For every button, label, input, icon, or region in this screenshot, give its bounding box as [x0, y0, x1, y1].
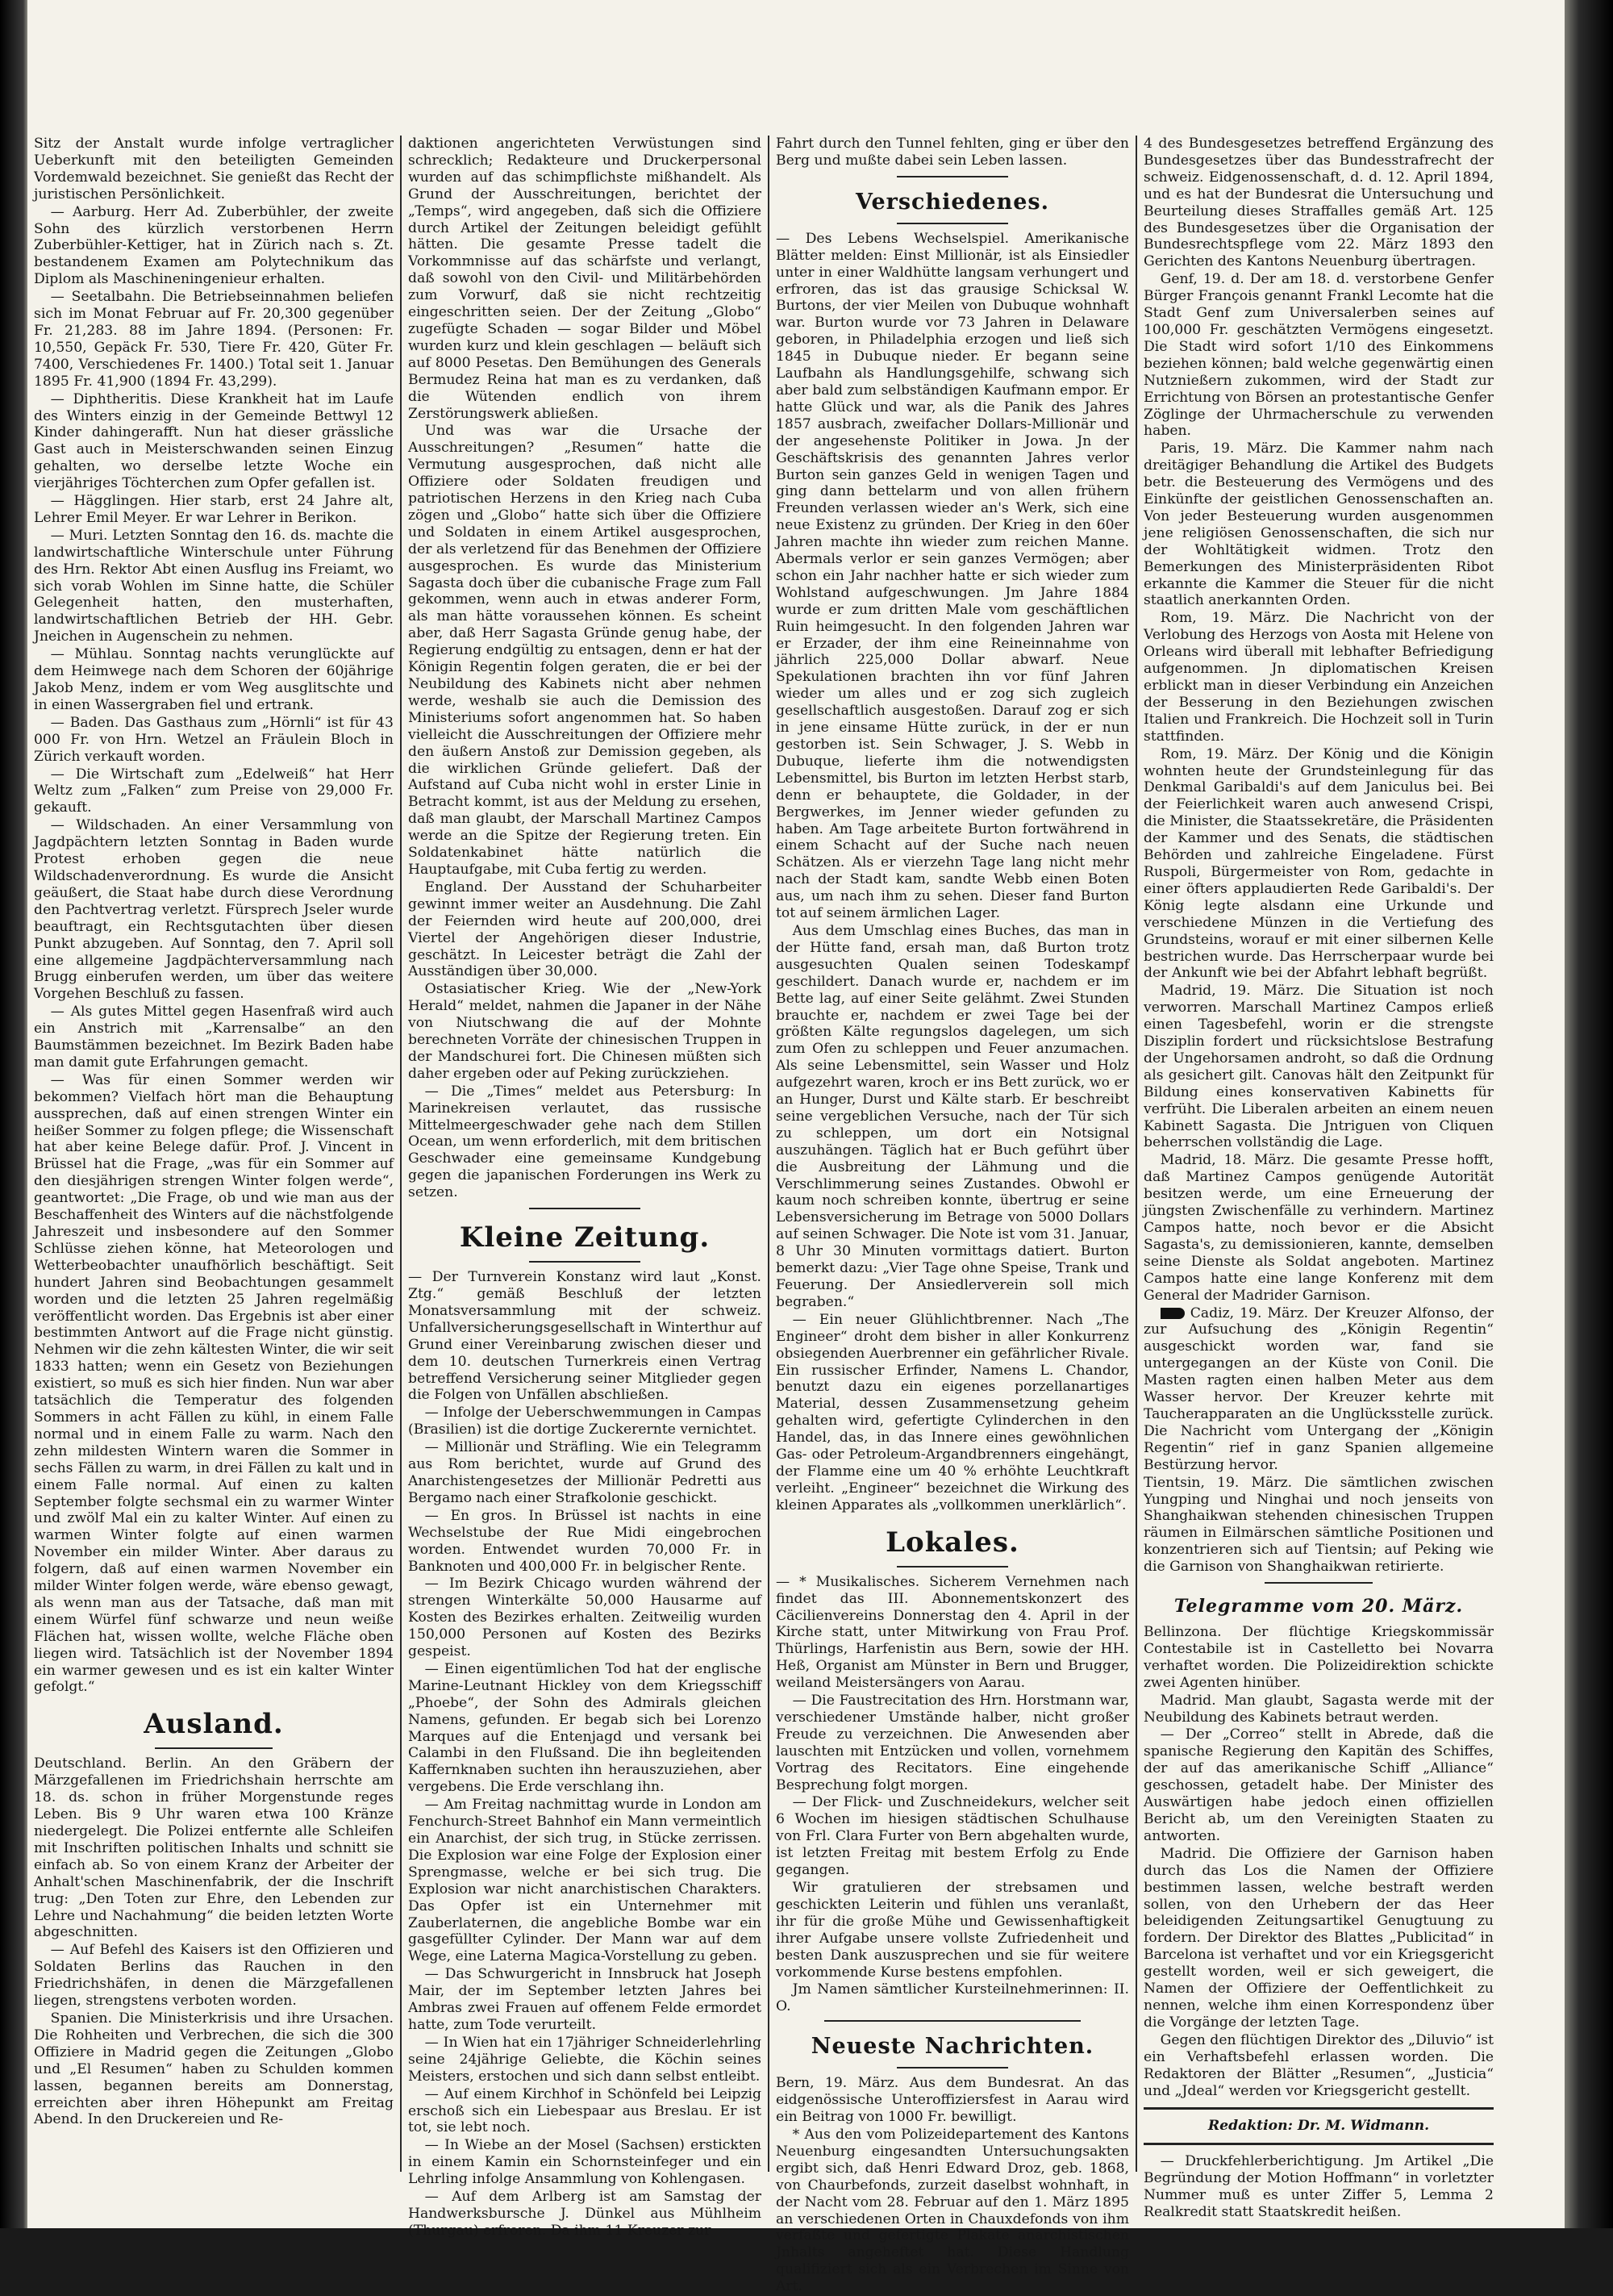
druckfehler-note: — Druckfehlerberichtigung. Jm Artikel „Die Begründung der Motion Hoffmann“ in vorletzter Nummer muß es unter Ziffer 5, Lemma 2 Realkredit statt Staatskredit heißen.: [1144, 2153, 1494, 2221]
section-heading-lokales: Lokales.: [886, 1526, 1019, 1559]
section-rule: [155, 1747, 273, 1749]
article-paragraph: Madrid, 18. März. Die gesamte Presse hofft, daß Martinez Campos genügende Autorität besitzen werde, um eine Erneuerung der jüngsten Zwischenfälle zu verhindern. Martinez Campos hatte, noch bevor er die Absicht Sagasta's, zu demissionieren, kannte, demselben seine Dienste als Soldat angeboten. Martinez Campos hatte eine lange Konferenz mit dem General der Madrider Garnison.: [1144, 1152, 1494, 1304]
article-paragraph: Deutschland. Berlin. An den Gräbern der Märzgefallenen im Friedrichshain herrschte am 18. ds. schon in früher Morgenstunde reges Leben. Bis 9 Uhr waren etwa 100 Kränze niedergelegt. Die Polizei entfernte alle Schleifen mit Inschriften politischen Inhalts und schnitt sie einfach ab. So von einem Kranz der Arbeiter der Anhalt'schen Maschinenfabrik, der die Inschrift trug: „Den Toten zur Ehre, den Lebenden zur Lehre und Nachahmung“ die beiden letzten Worte abgeschnitten.: [34, 1755, 394, 1941]
telegramme-articles: [1144, 1624, 1494, 2099]
article-paragraph: Rom, 19. März. Die Nachricht von der Verlobung des Herzogs von Aosta mit Helene von Orleans wird überall mit lebhafter Befriedigung aufgenommen. Jn diplomatischen Kreisen erblickt man in dieser Verbindung ein Anzeichen der Besserung in den Beziehungen zwischen Italien und Frankreich. Die Hochzeit soll in Turin stattfinden.: [1144, 610, 1494, 745]
article-paragraph: * Aus den vom Polizeidepartement des Kantons Neuenburg eingesandten Untersuchungsakten ergibt sich, daß Henri Edward Droz, geb. 1868, von Chaurbefonds, zurzeit daselbst wohnhaft, in der Nacht vom 28. Februar auf den 1. März 1895 an verschiedenen Orten in Chauxdefonds von ihm verfaßte und gefertigte Plakate anarchistischen Jnhalts angeheftet hat. Diese Handlung qualifiziert sich als ein Verbrechen im Sinne von Art.: [776, 2126, 1129, 2295]
section-rule: [529, 1208, 640, 1209]
article-paragraph: Genf, 19. d. Der am 18. d. verstorbene Genfer Bürger François genannt Frankl Lecomte hat die Stadt Genf zum Universalerben seines auf 100,000 Fr. geschätzten Vermögens eingesetzt. Die Stadt wird sofort 1/10 des Einkommens beziehen können; bald welche gegenwärtig einen Nutznießern zukommen, wird der Stadt zur Errichtung von Börsen an protestantische Genfer Zöglinge der Uhrmacherschule zu verwenden haben.: [1144, 271, 1494, 440]
article-paragraph: — Baden. Das Gasthaus zum „Hörnli“ ist für 43 000 Fr. von Hrn. Wetzel an Fräulein Bloch in Zürich verkauft worden.: [34, 714, 394, 765]
neueste-nachrichten-articles: [776, 2075, 1129, 2295]
column-4: [1144, 136, 1494, 2222]
article-paragraph: — Der „Correo“ stellt in Abrede, daß die spanische Regierung den Kapitän des Schiffes, der auf das amerikanische Schiff „Alliance“ geschossen, getadelt habe. Der Minister des Auswärtigen habe jedoch einen offiziellen Bericht ab, um den Vereinigten Staaten zu antworten.: [1144, 1726, 1494, 1844]
article-paragraph: — Infolge der Ueberschwemmungen in Campas (Brasilien) ist die dortige Zuckerernte vernichtet.: [408, 1405, 761, 1438]
article-paragraph: — Diphtheritis. Diese Krankheit hat im Laufe des Winters einzig in der Gemeinde Bettwyl 12 Kinder dahingerafft. Nun hat dieser grässliche Gast auch in Meisterschwanden seinen Einzug gehalten, wo derselbe letzte Woche ein vierjähriges Töchterchen zum Opfer gefallen ist.: [34, 390, 394, 492]
verschiedenes-articles: [776, 231, 1129, 1514]
article-paragraph: Gegen den flüchtigen Direktor des „Diluvio“ ist ein Verhaftsbefehl erlassen worden. Die Redaktoren der Blätter „Resumen“, „Justicia“ und „Jdeal“ werden vor Kriegsgericht gestellt.: [1144, 2031, 1494, 2099]
column-divider: [1136, 136, 1137, 2172]
article-paragraph: — Als gutes Mittel gegen Hasenfraß wird auch ein Anstrich mit „Karrensalbe“ an den Baumstämmen bezeichnet. Im Bezirk Baden habe man damit gute Erfahrungen gemacht.: [34, 1004, 394, 1071]
section-rule: [1144, 2107, 1494, 2110]
article-paragraph: — Hägglingen. Hier starb, erst 24 Jahre alt, Lehrer Emil Meyer. Er war Lehrer in Berikon.: [34, 493, 394, 526]
section-rule: [1144, 2143, 1494, 2145]
article-paragraph: England. Der Ausstand der Schuharbeiter gewinnt immer weiter an Ausdehnung. Die Zahl der Feiernden wird heute auf 200,000, drei Viertel der Angehörigen dieser Industrie, geschätzt. In Leicester beträgt die Zahl der Ausständigen über 30,000.: [408, 879, 761, 980]
section-heading-neueste-nachrichten: Neueste Nachrichten.: [811, 2034, 1094, 2060]
newspaper-page: [27, 0, 1565, 2295]
article-paragraph: Madrid. Man glaubt, Sagasta werde mit der Neubildung des Kabinets betraut werden.: [1144, 1692, 1494, 1726]
column-3: [776, 136, 1129, 2296]
article-paragraph: — Mühlau. Sonntag nachts verunglückte auf dem Heimwege nach dem Schoren der 60jährige Jakob Menz, indem er vom Weg ausglitschte und in einen Wassergraben fiel und ertrank.: [34, 646, 394, 713]
article-paragraph: — Aarburg. Herr Ad. Zuberbühler, der zweite Sohn des kürzlich verstorbenen Herrn Zuberbühler-Kettiger, hat in Zürich nach s. Zt. bestandenem Examen am Polytechnikum das Diplom als Maschineningenieur erhalten.: [34, 203, 394, 288]
article-paragraph: Und was war die Ursache der Ausschreitungen? „Resumen“ hatte die Vermutung ausgesprochen, daß nicht alle Offiziere oder Soldaten freudigen und patriotischen Herzens in den Krieg nach Cuba zögen und „Globo“ hatte sich über die Offiziere und Soldaten in einem Artikel ausgesprochen, der als verletzend für das Benehmen der Offiziere ausgesprochen. Es wurde das Ministerium Sagasta doch über die cubanische Frage zum Fall gekommen, wenn auch in etwas anderer Form, als man hätte voraussehen können. Es scheint aber, daß Herr Sagasta Gründe genug habe, der Regierung endgültig zu entsagen, denn er hat der Königin Regentin folgen geraten, die er bei der Neubildung des Kabinets nicht aber nehmen werde, weshalb sie auch die Demission des Ministeriums sofort angenommen hat. So haben vielleicht die Ausschreitungen der Offiziere mehr den äußern Anstoß zur Demission gegeben, als die wirklichen Gründe geliefert. Daß der Aufstand auf Cuba nicht wohl in erster Linie in Betracht kommt, ist aus der Meldung zu ersehen, daß man glaubt, der Marschall Martinez Campos werde an die Spitze der Regierung treten. Ein Soldatenkabinet hätte natürlich die Hauptaufgabe, mit Cuba fertig zu werden.: [408, 423, 761, 878]
article-paragraph: — Das Schwurgericht in Innsbruck hat Joseph Mair, der im September letzten Jahres bei Ambras zwei Frauen auf offenem Felde ermordet hatte, zum Tode verurteilt.: [408, 1966, 761, 2033]
article-paragraph: Madrid, 19. März. Die Situation ist noch verworren. Marschall Martinez Campos erließ einen Tagesbefehl, worin er die strengste Disziplin fordert und rücksichtslose Bestrafung der Ungehorsamen androht, so daß die Ordnung als gesichert gilt. Canovas hält den Zeitpunkt für Bildung eines konservativen Kabinetts für verfrüht. Die Liberalen arbeiten an einem neuen Kabinett Sagasta. Die Jntriguen von Cliquen beherrschen vollständig die Lage.: [1144, 983, 1494, 1151]
article-paragraph: Paris, 19. März. Die Kammer nahm nach dreitägiger Behandlung die Artikel des Budgets betr. die Besteuerung des Vermögens und des Einkünfte der geistlichen Genossenschaften an. Von jeder Besteuerung wurden ausgenommen jene religiösen Genossenschaften, die sich nur der Wohltätigkeit widmen. Trotz den Bemerkungen des Ministerpräsidenten Ribot erkannte die Kammer die Steuer für die nicht staatlich anerkannten Orden.: [1144, 440, 1494, 609]
article-paragraph: Aus dem Umschlag eines Buches, das man in der Hütte fand, ersah man, daß Burton trotz ausgesuchten Qualen seinen Todeskampf geschildert. Danach wurde er, nachdem er im Bette lag, auf einer Seite gelähmt. Zwei Stunden brauchte er, nachdem er zwei Tage bei der größten Kälte regungslos dagelegen, um sich zum Ofen zu schleppen und Feuer anzumachen. Als seine Lebensmittel, sein Wasser und Holz aufgezehrt waren, kroch er ins Bett zurück, wo er an Hunger, Durst und Kälte starb. Er beschreibt seine vergeblichen Versuche, nach der Tür sich zu schleppen, um dort ein Notsignal auszuhängen. Täglich hat er Buch geführt über die Ausbreitung der Lähmung und die Verschlimmerung seines Zustandes. Obwohl er kaum noch schreiben konnte, übertrug er seine Lebensversicherung im Betrage von 5000 Dollars auf seinen Schwager. Die Note ist vom 31. Januar, 8 Uhr 30 Minuten vormittags datiert. Burton bemerkt dazu: „Vier Tage ohne Speise, Trank und Feuerung. Der Ansiedlerverein soll mich begraben.“: [776, 922, 1129, 1310]
column-divider: [400, 136, 402, 2172]
redaktion-credit: Redaktion: Dr. M. Widmann.: [1207, 2118, 1430, 2135]
column-2-articles: [408, 136, 761, 1201]
article-paragraph: — Die Faustrecitation des Hrn. Horstmann war, verschiedener Umstände halber, nicht großer Freude zu verzeichnen. Die Anwesenden aber lauschten mit Entzücken und vollen, vornehmem Vortrag des Recitators. Eine eingehende Besprechung folgt morgen.: [776, 1693, 1129, 1793]
article-paragraph: — Auf dem Arlberg ist am Samstag der Handwerksbursche J. Dünkel aus Mühlheim (Thurgau) erfroren. Da ihm 11 Kreuzer zur: [408, 2189, 761, 2239]
scan-border-left: [0, 0, 27, 2228]
lokales-articles: [776, 1574, 1129, 2016]
cadiz-text: Cadiz, 19. März. Der Kreuzer Alfonso, der zur Aufsuchung des „Königin Regentin“ ausgeschickt worden war, fand sie untergegangen an der Küste von Conil. Die Masten ragten einen halben Meter aus dem Wasser hervor. Der Kreuzer kehrte mit Taucherapparaten an die Unglücksstelle zurück. Die Nachricht vom Untergang der „Königin Regentin“ rief in ganz Spanien allgemeine Bestürzung hervor.: [1144, 1305, 1494, 1473]
section-rule: [1265, 1582, 1373, 1584]
kleine-zeitung-articles: [408, 1269, 761, 2240]
article-paragraph: — Im Bezirk Chicago wurden während der strengen Winterkälte 50,000 Hausarme auf Kosten des Bezirkes erhalten. Zeitweilig wurden 150,000 Personen auf Kosten des Bezirks gespeist.: [408, 1576, 761, 1660]
section-rule: [529, 1261, 640, 1263]
article-paragraph: — Muri. Letzten Sonntag den 16. ds. machte die landwirtschaftliche Winterschule unter Führung des Hrn. Rektor Abt einen Ausflug ins Freiamt, wo sich vorab Wohlen im Sinne hatte, die Schüler Gelegenheit hatten, den musterhaften, landwirtschaftlichen Betrieb der HH. Gebr. Jneichen in Augenschein zu nehmen.: [34, 527, 394, 645]
article-paragraph: Bern, 19. März. Aus dem Bundesrat. An das eidgenössische Unteroffiziersfest in Aarau wird ein Beitrag von 1000 Fr. bewilligt.: [776, 2075, 1129, 2126]
column-1: [34, 136, 394, 2129]
column-4-articles: [1144, 136, 1494, 1305]
column-divider: [768, 136, 769, 2172]
article-paragraph: Jm Namen sämtlicher Kursteilnehmerinnen: II. O.: [776, 1981, 1129, 2015]
section-rule: [897, 1566, 1008, 1568]
column-2: [408, 136, 761, 2240]
section-rule: [897, 223, 1008, 224]
section-heading-verschiedenes: Verschiedenes.: [855, 189, 1050, 215]
section-heading-ausland: Ausland.: [144, 1708, 284, 1741]
column-1-articles: [34, 136, 394, 1696]
article-paragraph: Rom, 19. März. Der König und die Königin wohnten heute der Grundsteinlegung für das Denkmal Garibaldi's auf dem Janiculus bei. Bei der Feierlichkeit waren auch anwesend Crispi, die Minister, die Staatssekretäre, die Präsidenten der Kammer und des Senats, die städtischen Behörden und zahlreiche Eingeladene. Fürst Ruspoli, Bürgermeister von Rom, gedachte in einer öfters applaudierten Rede Garibaldi's. Der König legte alsdann eine Urkunde und verschiedene Münzen in die Vertiefung des Grundsteins, worauf er mit einer silbernen Kelle bestrichen wurde. Das Herrscherpaar wurde bei der Ankunft wie bei der Abfahrt lebhaft begrüßt.: [1144, 745, 1494, 982]
article-paragraph: Spanien. Die Ministerkrisis und ihre Ursachen. Die Rohheiten und Verbrechen, die sich die 300 Offiziere in Madrid gegen die Zeitungen „Globo und „El Resumen“ haben zu Schulden kommen lassen, begannen bereits am Donnerstag, erreichten aber ihren Höhepunkt am Freitag Abend. In den Druckereien und Re-: [34, 2010, 394, 2128]
article-paragraph: Sitz der Anstalt wurde infolge vertraglicher Ueberkunft mit den beteiligten Gemeinden Vordemwald bezeichnet. Sie genießt das Recht der juristischen Persönlichkeit.: [34, 136, 394, 202]
article-paragraph: — Auf Befehl des Kaisers ist den Offizieren und Soldaten Berlins das Rauchen in den Friedrichshäfen, in denen die Märzgefallenen liegen, strengstens verboten worden.: [34, 1942, 394, 2010]
section-heading-kleine-zeitung: Kleine Zeitung.: [459, 1221, 711, 1254]
article-paragraph: — Der Flick- und Zuschneidekurs, welcher seit 6 Wochen im hiesigen städtischen Schulhause von Frl. Clara Furter von Bern abgehalten wurde, ist letzten Freitag mit bestem Erfolg zu Ende gegangen.: [776, 1794, 1129, 1879]
article-paragraph: Fahrt durch den Tunnel fehlten, ging er über den Berg und mußte dabei sein Leben lassen.: [776, 136, 1129, 169]
article-paragraph: Bellinzona. Der flüchtige Kriegskommissär Contestabile ist in Castelletto bei Novarra verhaftet worden. Die Polizeidirektion schickte zwei Agenten hinüber.: [1144, 1624, 1494, 1691]
article-paragraph: — Wildschaden. An einer Versammlung von Jagdpächtern letzten Sonntag in Baden wurde Protest erhoben gegen die neue Wildschadenverordnung. Es wurde die Ansicht geäußert, die Staat habe durch diese Verordnung den Pachtvertrag verletzt. Fürsprech Jseler wurde beauftragt, ein Rechtsgutachten über diesen Punkt abzugeben. Auf Sonntag, den 7. April soll eine allgemeine Jagdpächterversammlung nach Brugg einberufen werden, um über das weitere Vorgehen Beschluß zu fassen.: [34, 817, 394, 1003]
section-rule: [897, 176, 1008, 177]
article-paragraph: 4 des Bundesgesetzes betreffend Ergänzung des Bundesgesetzes über das Bundesstrafrecht der schweiz. Eidgenossenschaft, d. d. 12. April 1894, und es hat der Bundesrat die Untersuchung und Beurteilung dieses Straffalles gemäß Art. 125 des Bundesgesetzes über die Organisation der Bundesrechtspflege vom 22. März 1893 den Gerichten des Kantons Neuenburg übertragen.: [1144, 136, 1494, 270]
cadiz-article: [1144, 1305, 1494, 1474]
article-paragraph: — In Wien hat ein 17jähriger Schneiderlehrling seine 24jährige Geliebte, die Köchin seines Meisters, erstochen und sich dann selbst entleibt.: [408, 2034, 761, 2085]
pointing-hand-icon: [1161, 1308, 1185, 1319]
article-paragraph: — Millionär und Sträfling. Wie ein Telegramm aus Rom berichtet, wurde auf Grund des Anarchistengesetzes der Millionär Pedretti aus Bergamo nach einer Strafkolonie geschickt.: [408, 1439, 761, 1506]
article-paragraph: — Auf einem Kirchhof in Schönfeld bei Leipzig erschoß sich ein Liebespaar aus Breslau. Er ist tot, sie lebt noch.: [408, 2085, 761, 2136]
article-paragraph: — Ein neuer Glühlichtbrenner. Nach „The Engineer“ droht dem bisher in aller Konkurrenz obsiegenden Auerbrenner ein gefährlicher Rivale. Ein russischer Erfinder, Namens L. Chandor, benutzt dazu ein eigenes porzellanartiges Material, dessen Zusammensetzung geheim gehalten wird, gefertigte Cylinderchen in den Handel, das, in das Innere eines gewöhnlichen Gas- oder Petroleum-Argandbrenners eingehängt, der Flamme eine um 40 % erhöhte Leuchtkraft verleiht. „Engineer“ bezeichnet die Wirkung des kleinen Apparates als „vollkommen unerklärlich“.: [776, 1311, 1129, 1513]
article-paragraph: — Die „Times“ meldet aus Petersburg: In Marinekreisen verlautet, das russische Mittelmeergeschwader gehe nach dem Stillen Ocean, um wenn erforderlich, mit dem britischen Geschwader eine gemeinsame Kundgebung gegen die japanischen Forderungen ins Werk zu setzen.: [408, 1083, 761, 1201]
article-paragraph: — Einen eigentümlichen Tod hat der englische Marine-Leutnant Hickley von dem Kriegsschiff „Phoebe“, der Sohn des Admirals gleichen Namens, gefunden. Er begab sich bei Lorenzo Marques auf die Entenjagd und versank bei Calambi in den Flußsand. Die ihn begleitenden Kaffernknaben suchten ihn herauszuziehen, aber vergebens. Die Erde verschlang ihn.: [408, 1660, 761, 1796]
article-paragraph: daktionen angerichteten Verwüstungen sind schrecklich; Redakteure und Druckerpersonal wurden auf das schimpflichste mißhandelt. Als Grund der Ausschreitungen, berichtet der „Temps“, wird angegeben, daß sich die Offiziere durch Artikel der Zeitungen beleidigt gefühlt hätten. Die gesamte Presse tadelt die Vorkommnisse auf das schärfste und verlangt, daß sowohl von den Civil- und Militärbehörden zum Vorwurf, daß sie nicht rechtzeitig eingeschritten seien. Der der Zeitung „Globo“ zugefügte Schaden — sogar Bilder und Möbel wurden kurz und klein geschlagen — beläuft sich auf 8000 Pesetas. Den Bemühungen des Generals Bermudez Reina hat man es zu verdanken, daß die Wütenden endlich von ihrem Zerstörungswerk abließen.: [408, 136, 761, 422]
column-3-top: [776, 136, 1129, 169]
article-paragraph: — Am Freitag nachmittag wurde in London am Fenchurch-Street Bahnhof ein Mann vermeintlich ein Anarchist, der sich trug, in Stücke zerrissen. Die Explosion war eine Folge der Explosion einer Sprengmasse, welche er bei sich trug. Die Explosion war nicht anarchistischen Charakters. Das Opfer ist ein Unternehmer mit Zauberlaternen, die angebliche Bombe war ein gasgefüllter Cylinder. Der Mann war auf dem Wege, eine Laterna Magica-Vorstellung zu geben.: [408, 1797, 761, 1965]
article-paragraph: — Der Turnverein Konstanz wird laut „Konst. Ztg.“ gemäß Beschluß der letzten Monatsversammlung mit der schweiz. Unfallversicherungsgesellschaft in Winterthur auf Grund einer Vereinbarung zwischen dieser und dem 10. deutschen Turnerkreis einen Vertrag betreffend Versicherung seiner Mitglieder gegen die Folgen von Unfällen abschließen.: [408, 1269, 761, 1404]
article-paragraph: — En gros. In Brüssel ist nachts in eine Wechselstube der Rue Midi eingebrochen worden. Entwendet wurden 70,000 Fr. in Banknoten und 400,000 Fr. in belgischer Rente.: [408, 1507, 761, 1575]
article-paragraph: Ostasiatischer Krieg. Wie der „New-York Herald“ meldet, nahmen die Japaner in der Nähe von Niutschwang die auf der Mohnte berechneten Vorräte der chinesischen Truppen in der Mandschurei fort. Die Chinesen müßten sich daher ergeben oder auf Peking zurückziehen.: [408, 981, 761, 1082]
column-4-articles-b: [1144, 1475, 1494, 1576]
article-paragraph: — Seetalbahn. Die Betriebseinnahmen beliefen sich im Monat Februar auf Fr. 20,300 gegenüber Fr. 21,283. 88 im Jahre 1894. (Personen: Fr. 10,550, Gepäck Fr. 530, Tiere Fr. 420, Güter Fr. 7400, Verschiedenes Fr. 1400.) Total seit 1. Januar 1895 Fr. 41,900 (1894 Fr. 43,299).: [34, 289, 394, 390]
ausland-articles: [34, 1755, 394, 2128]
scan-border-right: [1565, 0, 1613, 2228]
article-paragraph: — Die Wirtschaft zum „Edelweiß“ hat Herr Weltz zum „Falken“ zum Preise von 29,000 Fr. gekauft.: [34, 766, 394, 816]
article-paragraph: — * Musikalisches. Sicherem Vernehmen nach findet das III. Abonnementskonzert des Cäcilienvereins Donnerstag den 4. April in der Kirche statt, unter Mitwirkung von Frau Prof. Thürlings, Harfenistin aus Bern, sowie der HH. Heß, Organist am Münster in Bern und Brugger, weiland Meistersängers von Aarau.: [776, 1573, 1129, 1692]
section-rule: [897, 2067, 1008, 2068]
section-rule: [824, 2020, 1081, 2022]
article-paragraph: Wir gratulieren der strebsamen und geschickten Leiterin und fühlen uns veranlaßt, ihr für die große Mühe und Gewissenhaftigkeit ihrer Aufgabe unsere vollste Zufriedenheit und besten Dank auszusprechen und sie für weitere vorkommende Kurse bestens empfohlen.: [776, 1880, 1129, 1981]
article-paragraph: — Was für einen Sommer werden wir bekommen? Vielfach hört man die Behauptung aussprechen, daß auf einen strengen Winter ein heißer Sommer zu folgen pflege; die Wissenschaft hat aber keine Belege dafür. Prof. J. Vincent in Brüssel hat die Frage, „was für ein Sommer auf den diesjährigen strengen Winter folgen werde“, geantwortet: „Die Frage, ob und wie man aus der Beschaffenheit des Winters auf die nächstfolgende Jahreszeit und insbesondere auf den Sommer Schlüsse ziehen könne, hat Meteorologen und Wetterbeobachter unaufhörlich beschäftigt. Seit hundert Jahren sind Beobachtungen gesammelt worden und die letzten 25 Jahren regelmäßig veröffentlicht worden. Das Ergebnis ist aber einer bestimmten Antwort auf die Frage nicht günstig. Nehmen wir die zehn kältesten Winter, die wir seit 1833 hatten; wenn ein Gesetz von Beziehungen existiert, so muß es sich hier finden. Nun war aber tatsächlich die Temperatur des folgenden Sommers in acht Fällen zu kühl, in einem Falle normal und in einem Falle zu warm. Nach den zehn mildesten Wintern waren die Sommer in sechs Fällen zu warm, in drei Fällen zu kalt und in einem Falle normal. Auf einen zu kalten September folgte sechsmal ein zu warmer Winter und zwölf Mal ein zu kalter Winter. Auf einen zu warmen Winter folgte auf einen warmen November ein milder Winter. Aber daraus zu folgern, daß auf einen warmen November ein milder Winter folgen werde, wäre ebenso gewagt, als wenn man aus der Tatsache, daß man mit einem Würfel fünf schwarze und neun weiße Flächen hat, wissen wollte, welche Fläche oben liegen wird. Tatsächlich ist der November 1894 ein warmer gewesen und es ist ein kalter Winter gefolgt.“: [34, 1071, 394, 1696]
article-paragraph: — In Wiebe an der Mosel (Sachsen) erstickten in einem Kamin ein Schornsteinfeger und ein Lehrling infolge Ansammlung von Kohlengasen.: [408, 2137, 761, 2188]
article-paragraph: — Des Lebens Wechselspiel. Amerikanische Blätter melden: Einst Millionär, ist als Einsiedler unter in einer Waldhütte langsam verhungert und erfroren, das ist das grausige Schicksal W. Burtons, der vier Meilen von Dubuque wohnhaft war. Burton wurde vor 73 Jahren in Delaware geboren, in Philadelphia erzogen und ließ sich 1845 in Dubuque nieder. Er begann seine Laufbahn als Handlungsgehilfe, schwang sich aber bald zum selbständigen Kaufmann empor. Er hatte Glück und war, als die Panik des Jahres 1857 ausbrach, zweifacher Dollars-Millionär und der angesehenste Politiker in Jowa. Jn der Geschäftskrisis des genannten Jahres verlor Burton sein ganzes Geld in wenigen Tagen und ging dann bettelarm und von allen frühern Freunden verlassen wieder an's Werk, sich eine neue Existenz zu gründen. Der Krieg in den 60er Jahren machte ihn wieder zum reichen Manne. Abermals verlor er sein ganzes Vermögen; aber schon ein Jahr nachher hatte er sich wieder zum Wohlstand aufgeschwungen. Jm Jahre 1884 wurde er zum dritten Male vom geschäftlichen Ruin heimgesucht. In den folgenden Jahren war er Erzader, der ihm eine Reineinnahme von jährlich 225,000 Dollar abwarf. Neue Spekulationen brachten ihn vor fünf Jahren wieder um alles und er zog sich zugleich gesellschaftlich ausgestoßen. Darauf zog er sich in jene einsame Hütte zurück, in der er nun gestorben ist. Sein Schwager, J. S. Webb in Dubuque, lieferte ihm die notwendigsten Lebensmittel, bis Burton im letzten Herbst starb, denn er behauptete, die Goldader, in der Bergwerkes, im Jenner wieder gefunden zu haben. Am Tage arbeitete Burton fortwährend in einem Schacht auf der Suche nach neuen Schätzen. Als er vierzehn Tage lang nicht mehr nach der Stadt kam, sandte Webb einen Boten aus, um nach ihm zu sehen. Dieser fand Burton tot auf seinem ärmlichen Lager.: [776, 230, 1129, 922]
article-paragraph: Madrid. Die Offiziere der Garnison haben durch das Los die Namen der Offiziere bestimmen lassen, welche bestraft werden sollen, von den Urhebern der das Heer beleidigenden Zeitungsartikel Genugtuung zu fordern. Der Direktor des Blattes „Publicitad“ in Barcelona ist verhaftet und vor ein Kriegsgericht gestellt worden, weil er sich geweigert, die Namen der Offiziere der Oeffentlichkeit zu nennen, welche ihm einen Korrespondenz über die Vorgänge der letzten Tage.: [1144, 1845, 1494, 2031]
article-paragraph: Tientsin, 19. März. Die sämtlichen zwischen Yungping und Ninghai und noch jenseits von Shanghaikwan stehenden chinesischen Truppen räumen in Eilmärschen sämtliche Positionen und konzentrieren sich auf Tientsin; auf Peking wie die Garnison von Shanghaikwan retirierte.: [1144, 1474, 1494, 1576]
section-heading-telegramme: Telegramme vom 20. März.: [1173, 1596, 1464, 1618]
